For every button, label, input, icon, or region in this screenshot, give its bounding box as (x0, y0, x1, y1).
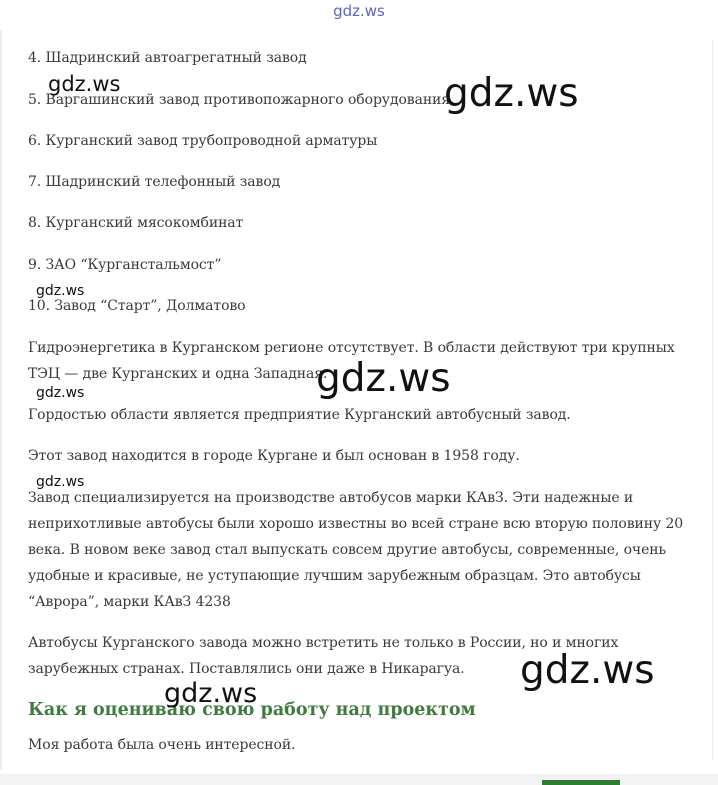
paragraph: Завод специализируется на производстве автобусов марки КАвЗ. Эти надежные и неприхотливые автобусы были хорошо известны во всей стране всю вторую половину 20 века. В новом веке завод стал выпускать совсем другие автобусы, современные, очень удобные и красивые, не уступающие лучшим зарубежным образцам. Это автобусы “Аврора”, марки КАвЗ 4238 (28, 490, 684, 610)
list-item: 4. Шадринский автоагрегатный завод (28, 50, 307, 66)
list-item: 5. Варгашинский завод противопожарного оборудования (28, 92, 451, 108)
list-item: 6. Курганский завод трубопроводной арматуры (28, 133, 378, 149)
section-heading: Как я оцениваю свою работу над проектом (28, 700, 476, 720)
watermark: gdz.ws (316, 356, 451, 401)
watermark: gdz.ws (164, 678, 258, 709)
watermark: gdz.ws (36, 283, 85, 299)
left-border (0, 30, 2, 770)
watermark: gdz.ws (520, 648, 655, 693)
bottom-accent-bar (542, 780, 620, 785)
paragraph: Гордостью области является предприятие Курганский автобусный завод. (28, 407, 571, 423)
list-item: 10. Завод “Старт”, Долматово (28, 298, 246, 314)
list-item: 8. Курганский мясокомбинат (28, 215, 244, 231)
paragraph: Гидроэнергетика в Курганском регионе отсутствует. В области действуют три крупных ТЭЦ — две Курганских и одна Западная. (28, 340, 675, 382)
paragraph: Автобусы Курганского завода можно встретить не только в России, но и многих зарубежных странах. Поставлялись они даже в Никарагуа. (28, 635, 619, 677)
list-item: 7. Шадринский телефонный завод (28, 174, 281, 190)
watermark: gdz.ws (48, 72, 121, 96)
top-watermark: gdz.ws (333, 2, 385, 20)
right-border (712, 40, 713, 760)
list-item: 9. ЗАО “Курганстальмост” (28, 257, 222, 273)
closing-paragraph: Моя работа была очень интересной. (28, 737, 296, 753)
paragraph: Этот завод находится в городе Кургане и был основан в 1958 году. (28, 448, 520, 464)
watermark: gdz.ws (36, 474, 85, 490)
watermark: gdz.ws (36, 385, 85, 401)
watermark: gdz.ws (444, 71, 579, 116)
